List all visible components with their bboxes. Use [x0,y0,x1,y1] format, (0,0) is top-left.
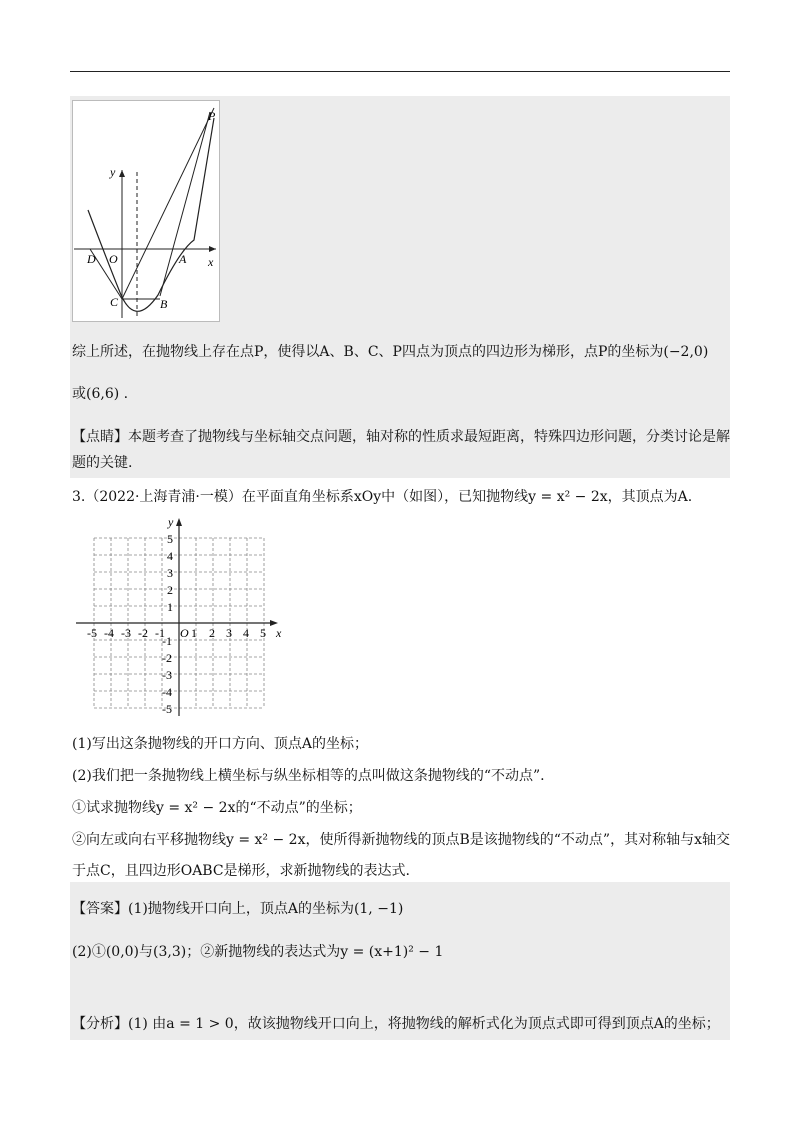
question-2a: ①试求抛物线y = x² − 2x的“不动点”的坐标； [72,800,362,816]
problem3-stem: 3.（2022·上海青浦·一模）在平面直角坐标系xOy中（如图），已知抛物线y = x² − 2x，其顶点为A. [72,489,693,505]
y-tick: -4 [162,685,172,699]
question-2b-line1: ②向左或向右平移抛物线y = x² − 2x，使所得新抛物线的顶点B是该抛物线的“不动点”，其对称轴与x轴交 [72,832,730,848]
x-tick: 3 [226,626,232,640]
question-1: (1)写出这条抛物线的开口方向、顶点A的坐标； [72,736,368,752]
x-tick: -2 [138,626,148,640]
parabola-figure [72,100,220,322]
y-tick: 4 [167,549,173,563]
comment-tag: 【点睛】 [72,429,128,445]
comment-paragraph [72,424,730,476]
y-tick: 3 [167,566,173,580]
analysis-line1: 【分析】(1) 由a = 1 > 0，故该抛物线开口向上，将抛物线的解析式化为顶点式即可得到顶点A的坐标； [72,1016,720,1032]
x-tick: -3 [121,626,131,640]
label-x: x [208,255,214,269]
y-tick: -2 [162,651,172,665]
label-O: O [109,252,118,266]
x-tick: 2 [209,626,215,640]
x-tick: 1 [191,626,197,640]
coordinate-grid [72,516,284,720]
grid-x-label: x [276,626,282,640]
y-tick: -1 [162,634,172,648]
x-tick: -5 [87,626,97,640]
question-2: (2)我们把一条抛物线上横坐标与纵坐标相等的点叫做这条抛物线的“不动点”. [72,768,545,784]
y-tick: 1 [167,600,173,614]
conclusion-line1: 综上所述，在抛物线上存在点P，使得以A、B、C、P四点为顶点的四边形为梯形，点P的坐标为(−2,0) [72,344,709,360]
x-tick: -1 [155,626,165,640]
label-A: A [179,252,187,266]
y-tick: 5 [167,532,173,546]
answer-line1: 【答案】(1)抛物线开口向上，顶点A的坐标为(1, −1) [72,901,404,917]
question-2b-line2: 于点C，且四边形OABC是梯形，求新抛物线的表达式. [72,863,411,879]
label-D: D [87,252,96,266]
x-tick: 5 [260,626,266,640]
label-B: B [160,297,168,311]
grid-y-label: y [168,516,174,529]
label-y: y [110,165,116,179]
answer-line2: (2)①(0,0)与(3,3)；②新抛物线的表达式为y = (x+1)² − 1 [72,944,444,960]
origin-label: O [180,626,189,640]
x-tick: -4 [104,626,114,640]
y-tick: -5 [162,702,172,716]
x-tick: 4 [243,626,249,640]
y-tick: 2 [167,583,173,597]
comment-text: 本题考查了抛物线与坐标轴交点问题，轴对称的性质求最短距离，特殊四边形问题，分类讨论是解题的关键. [72,429,730,471]
y-tick: -3 [162,668,172,682]
header-rule [70,71,730,72]
label-P: P [208,109,216,123]
label-C: C [110,295,119,309]
conclusion-line2: 或(6,6) . [72,386,129,402]
